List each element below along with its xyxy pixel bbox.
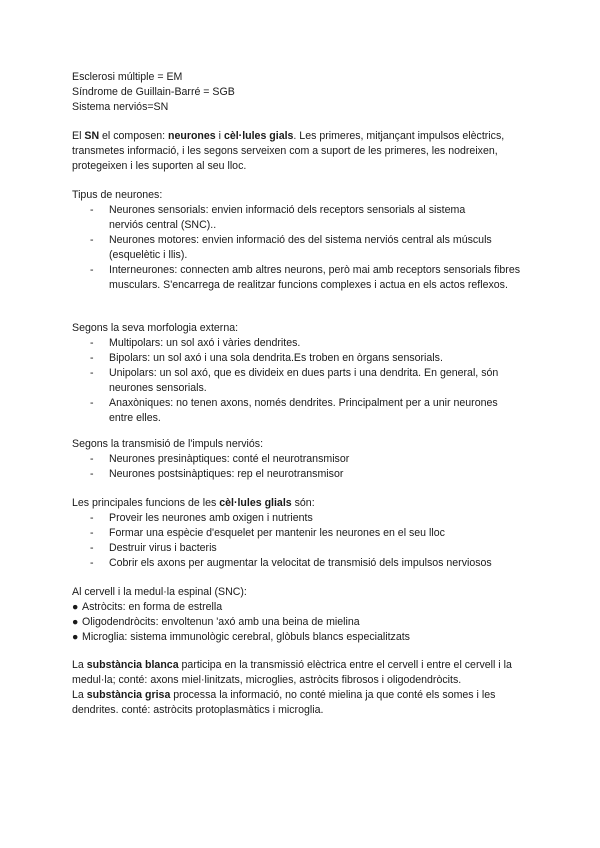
funcions-list xyxy=(72,511,532,571)
transmissio-heading: Segons la transmisió de l'impuls nerviós: xyxy=(72,438,264,450)
list-item: - Bipolars: un sol axó i una sola dendrita.Es troben en òrgans sensorials. xyxy=(72,351,532,366)
list-item xyxy=(72,630,532,645)
list-item: - Neurones presinàptiques: conté el neurotransmisor xyxy=(72,452,532,467)
list-item: - Unipolars: un sol axó, que es divideix en dues parts i una dendrita. En general, són neurones sensorials. xyxy=(72,366,532,396)
grisa-rest: processa la informació, no conté mielina ja que conté els somes i les dendrites. conté: astròcits protoplasmàtics i microglia. xyxy=(72,689,496,716)
list-item: - Proveir les neurones amb oxigen i nutrients xyxy=(72,511,532,526)
intro-mid1: el composen: xyxy=(99,130,168,142)
intro-sn: SN xyxy=(84,130,100,142)
abbrev-sgb: Síndrome de Guillain-Barré = SGB xyxy=(72,86,235,98)
funcions-heading-prefix: Les principales funcions de les xyxy=(72,497,220,509)
abbrev-sn: Sistema nerviós=SN xyxy=(72,101,169,113)
list-item: - Neurones sensorials: envien informació dels receptors sensorials al sistema nerviós central (SNC).. xyxy=(72,203,532,233)
bullet-icon: ● xyxy=(72,616,79,628)
intro-rest: . Les primeres, mitjançant impulsos elèctrics, transmetes informació, i les segons serveixen com a suport de les primeres, les nodreixen, protegeixen i les suporten al seu lloc. xyxy=(72,130,505,172)
intro-glials: cèl·lules gials xyxy=(223,130,294,142)
intro-prefix: El xyxy=(72,130,85,142)
bullet-icon: ● xyxy=(72,601,79,613)
intro-mid2: i xyxy=(215,130,224,142)
snc-item-text: Microglia: sistema immunològic cerebral, glòbuls blancs especialitzats xyxy=(82,631,410,643)
list-item: - Formar una espècie d'esquelet per mantenir les neurones en el seu lloc xyxy=(72,526,532,541)
funcions-heading-bold: cèl·lules glials xyxy=(219,497,292,509)
list-item: - Neurones motores: envien informació des del sistema nerviós central als músculs (esquelètic i llis). xyxy=(72,233,532,263)
list-item: - Neurones postsinàptiques: rep el neurotransmisor xyxy=(72,467,532,482)
snc-item-text: Astròcits: en forma de estrella xyxy=(82,601,223,613)
morfologia-heading: Segons la seva morfologia externa: xyxy=(72,322,239,334)
funcions-heading-suffix: són: xyxy=(291,497,315,509)
grisa-prefix: La xyxy=(72,689,87,701)
snc-item-text: Oligodendròcits: envoltenun 'axó amb una beina de mielina xyxy=(82,616,360,628)
blanca-bold: substància blanca xyxy=(86,659,179,671)
blanca-rest: participa en la transmissió elèctrica entre el cervell i entre el cervell i la medul·la; conté: axons miel·linitzats, microglies, astròcits fibrosos i oligodendròcits. xyxy=(72,659,512,686)
section-morfologia xyxy=(72,321,532,426)
section-snc xyxy=(72,585,532,645)
bullet-icon: ● xyxy=(72,631,79,643)
section-tipus xyxy=(72,188,532,293)
abbrev-em: Esclerosi múltiple = EM xyxy=(72,71,183,83)
section-funcions xyxy=(72,496,532,571)
intro-neurones: neurones xyxy=(168,130,216,142)
grisa-bold: substància grisa xyxy=(86,689,171,701)
tipus-list xyxy=(72,203,532,293)
list-item: - Anaxòniques: no tenen axons, només dendrites. Principalment per a unir neurones entre elles. xyxy=(72,396,532,426)
transmissio-list xyxy=(72,452,532,482)
morfologia-list xyxy=(72,336,532,426)
tipus-heading: Tipus de neurones: xyxy=(72,189,163,201)
list-item: - Cobrir els axons per augmentar la velocitat de transmisió dels impulsos nerviosos xyxy=(72,556,532,571)
intro-paragraph xyxy=(72,129,534,174)
blanca-prefix: La xyxy=(72,659,87,671)
list-item: - Destruir virus i bacteris xyxy=(72,541,532,556)
section-transmissio xyxy=(72,437,532,482)
list-item: - Interneurones: connecten amb altres neurons, però mai amb receptors sensorials fibres musculars. S'encarrega de realitzar funcions complexes i actua en els actos reflexos. xyxy=(72,263,532,293)
section-substancia xyxy=(72,658,534,718)
list-item xyxy=(72,600,532,615)
substancia-blanca-paragraph xyxy=(72,658,534,688)
list-item: - Multipolars: un sol axó i vàries dendrites. xyxy=(72,336,532,351)
list-item xyxy=(72,615,532,630)
snc-heading: Al cervell i la medul·la espinal (SNC): xyxy=(72,586,247,598)
substancia-grisa-paragraph xyxy=(72,688,534,718)
funcions-heading xyxy=(72,496,532,511)
abbreviations xyxy=(72,70,532,115)
snc-list xyxy=(72,600,532,645)
